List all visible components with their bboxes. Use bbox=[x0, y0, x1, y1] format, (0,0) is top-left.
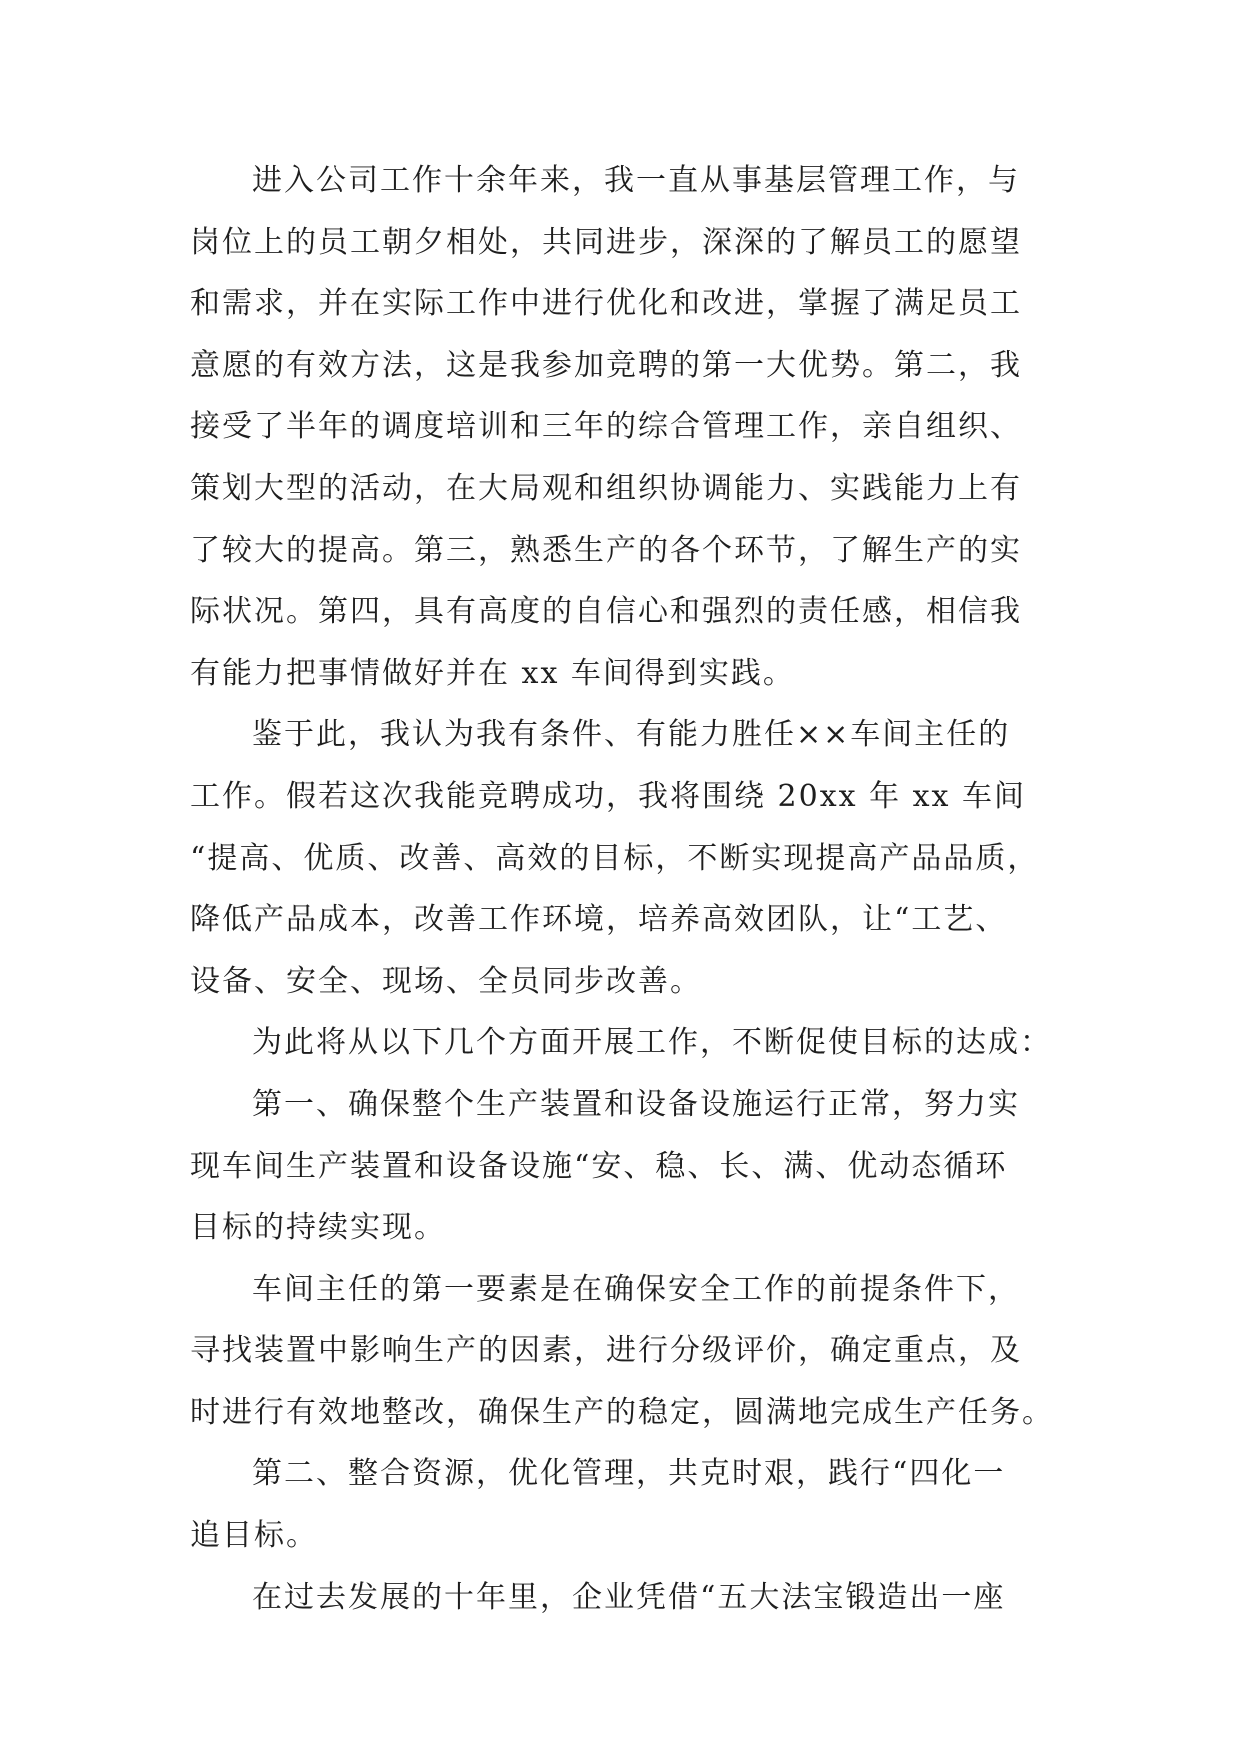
text-line: 寻找装置中影响生产的因素，进行分级评价，确定重点，及 bbox=[190, 1333, 1022, 1369]
document-body bbox=[190, 150, 1070, 1628]
text-line: 工作。假若这次我能竞聘成功，我将围绕 20xx 年 xx 车间 bbox=[190, 778, 1026, 814]
text-line: 策划大型的活动，在大局观和组织协调能力、实践能力上有 bbox=[190, 470, 1022, 506]
paragraph-3 bbox=[190, 1012, 1070, 1074]
paragraph-1 bbox=[190, 150, 1070, 704]
text-line: 设备、安全、现场、全员同步改善。 bbox=[190, 963, 702, 999]
text-line: 目标的持续实现。 bbox=[190, 1210, 446, 1246]
text-line: 进入公司工作十余年来，我一直从事基层管理工作，与 bbox=[252, 163, 1020, 198]
text-line: 降低产品成本，改善工作环境，培养高效团队，让“工艺、 bbox=[190, 902, 1008, 938]
text-line: “提高、优质、改善、高效的目标，不断实现提高产品品质， bbox=[190, 840, 1040, 876]
paragraph-2 bbox=[190, 704, 1070, 1012]
paragraph-4 bbox=[190, 1074, 1070, 1259]
text-line: 车间主任的第一要素是在确保安全工作的前提条件下， bbox=[252, 1271, 1020, 1307]
text-line: 现车间生产装置和设备设施“安、稳、长、满、优动态循环 bbox=[190, 1148, 1008, 1184]
paragraph-6 bbox=[190, 1443, 1070, 1566]
text-line: 和需求，并在实际工作中进行优化和改进，掌握了满足员工 bbox=[190, 286, 1022, 322]
text-line: 际状况。第四，具有高度的自信心和强烈的责任感，相信我 bbox=[190, 594, 1022, 630]
text-line: 第二、整合资源，优化管理，共克时艰，践行“四化一 bbox=[252, 1456, 1006, 1492]
paragraph-5 bbox=[190, 1259, 1070, 1444]
text-line: 有能力把事情做好并在 xx 车间得到实践。 bbox=[190, 655, 795, 691]
text-line: 为此将从以下几个方面开展工作，不断促使目标的达成： bbox=[252, 1025, 1052, 1061]
text-line: 意愿的有效方法，这是我参加竞聘的第一大优势。第二，我 bbox=[190, 347, 1022, 383]
text-line: 追目标。 bbox=[190, 1518, 318, 1554]
text-line: 第一、确保整个生产装置和设备设施运行正常，努力实 bbox=[252, 1086, 1020, 1122]
text-line: 了较大的提高。第三，熟悉生产的各个环节，了解生产的实 bbox=[190, 532, 1022, 568]
text-line: 时进行有效地整改，确保生产的稳定，圆满地完成生产任务。 bbox=[190, 1394, 1054, 1430]
text-line: 在过去发展的十年里，企业凭借“五大法宝锻造出一座 bbox=[252, 1579, 1006, 1615]
text-line: 岗位上的员工朝夕相处，共同进步，深深的了解员工的愿望 bbox=[190, 224, 1022, 260]
paragraph-7 bbox=[190, 1567, 1070, 1629]
text-line: 接受了半年的调度培训和三年的综合管理工作，亲自组织、 bbox=[190, 409, 1022, 445]
text-line: 鉴于此，我认为我有条件、有能力胜任××车间主任的 bbox=[252, 717, 1011, 753]
